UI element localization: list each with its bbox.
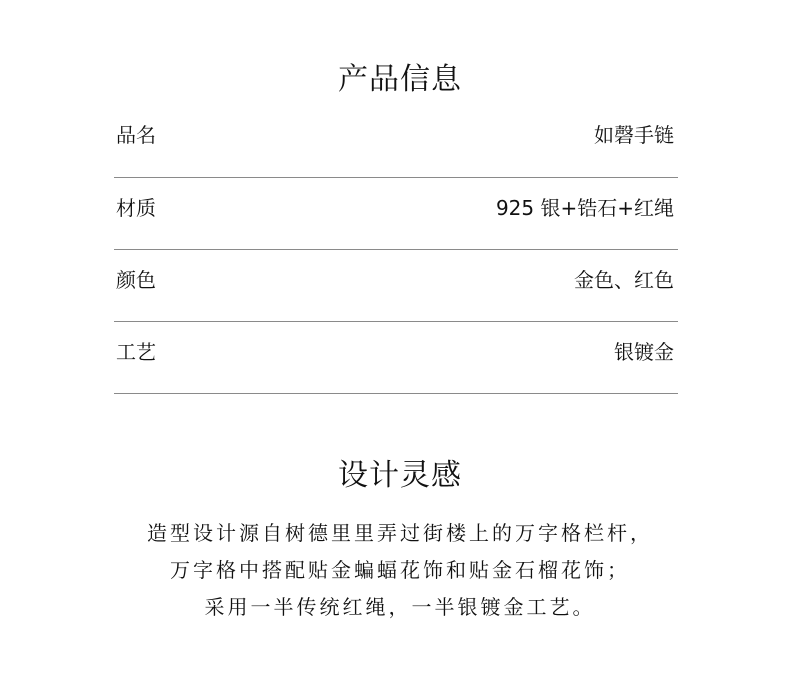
product-info-title: 产品信息 xyxy=(338,62,462,97)
spec-row-color xyxy=(114,250,678,322)
spec-row-material xyxy=(114,178,678,250)
spec-label: 工艺 xyxy=(116,340,156,364)
spec-label: 颜色 xyxy=(116,268,156,292)
spec-value: 金色、红色 xyxy=(574,268,674,292)
product-spec-table xyxy=(114,105,678,394)
spec-label: 品名 xyxy=(116,123,156,147)
inspiration-line: 采用一半传统红绳，一半银镀金工艺。 xyxy=(204,595,596,619)
spec-value: 银镀金 xyxy=(614,340,674,364)
spec-label: 材质 xyxy=(116,196,156,220)
design-inspiration-title: 设计灵感 xyxy=(338,458,462,493)
design-inspiration-text xyxy=(0,515,800,626)
spec-value: 如磬手链 xyxy=(594,123,674,147)
spec-value: 925 银+锆石+红绳 xyxy=(495,196,674,220)
spec-row-craft xyxy=(114,322,678,394)
inspiration-line: 万字格中搭配贴金蝙蝠花饰和贴金石榴花饰； xyxy=(170,558,630,582)
inspiration-line: 造型设计源自树德里里弄过街楼上的万字格栏杆， xyxy=(147,521,653,545)
spec-row-name xyxy=(114,105,678,178)
